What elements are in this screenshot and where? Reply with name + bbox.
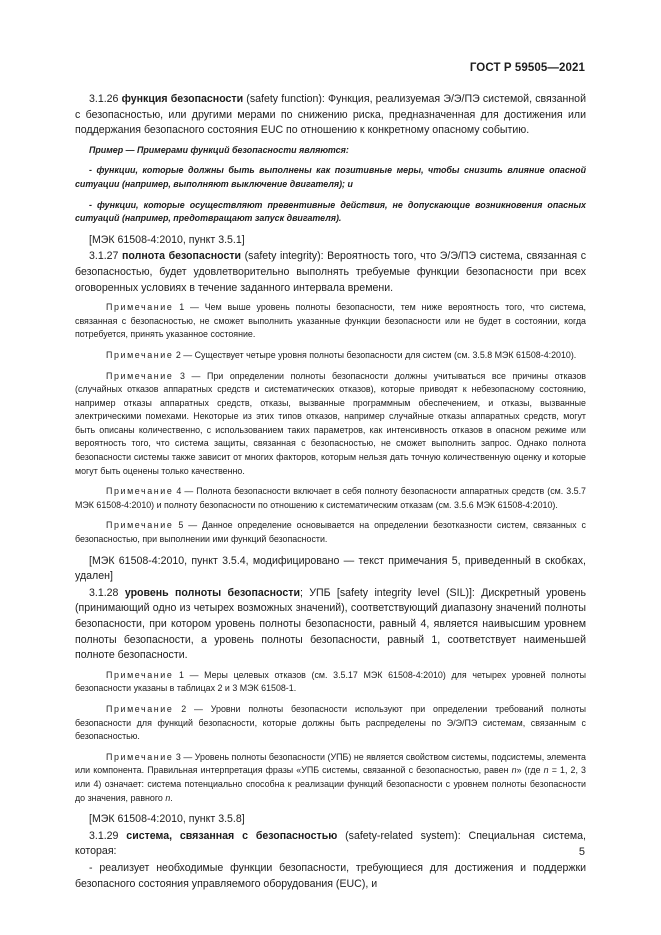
- clause-3-1-27: [75, 249, 586, 296]
- note-text: = 1, 2, 3 или 4) означает: система потенциально способна к реализации функций безопасности с уровнем полноты безопасности до значения, равного: [75, 765, 586, 803]
- note-text: 5 — Данное определение основывается на определении безотказности систем, связанных с безопасностью, при выполнении ими функций безопасности.: [75, 520, 586, 545]
- note-text: 1 — Меры целевых отказов (см. 3.5.17 МЭК 61508-4:2010) для четырех уровней полноты безопасности указаны в таблицах 2 и 3 МЭК 61508-1.: [75, 669, 586, 694]
- definition: (safety integrity): Вероятность того, что Э/Э/ПЭ система, связанная с безопасностью, будет удовлетворительно выполнять требуемые функции безопасности при всех оговоренных условиях в течение заданного интервала времени.: [75, 250, 586, 294]
- note-label: Примечание: [106, 751, 174, 762]
- note-label: Примечание: [106, 486, 174, 497]
- term: система, связанная с безопасностью: [126, 829, 338, 842]
- note-text: 3 — Уровень полноты безопасности (УПБ) не является свойством системы, подсистемы, элемента или компонента. Правильная интерпретация фразы «УПБ системы, связанной с безопасностью, равен: [75, 751, 586, 776]
- note-text: 4 — Полнота безопасности включает в себя полноту безопасности аппаратных средств (см. 3.5.7 МЭК 61508-4:2010) и полноту безопасности по отношению к систематическим отказам (см. 3.5.6 МЭК 61508-4:2010).: [75, 486, 586, 510]
- note: [75, 751, 586, 805]
- clause-3-1-26: [75, 92, 586, 139]
- note-text: .: [170, 792, 173, 803]
- note-label: Примечание: [106, 703, 174, 714]
- note: [75, 669, 586, 696]
- list-item: - реализует необходимые функции безопасности, требующиеся для достижения и поддержки безопасного состояния управляемого оборудования (EUC), и: [75, 861, 586, 890]
- clause-number: 3.1.27: [89, 250, 123, 263]
- clause-number: 3.1.29: [89, 829, 127, 842]
- note-text: 1 — Чем выше уровень полноты безопасности, тем ниже вероятность того, что система, связанная с безопасностью, не сможет выполнить указанные функции безопасности или не будет в состоянии, когда потребуется, принять указанное состояние.: [75, 302, 586, 340]
- example-item: - функции, которые осуществляют превентивные действия, не допускающие возникновения опасных ситуаций (например, предотвращают запуск двигателя).: [75, 199, 586, 224]
- variable-n: n: [543, 765, 549, 776]
- note-label: Примечание: [106, 349, 174, 360]
- clause-number: 3.1.28: [89, 586, 125, 599]
- note: [75, 703, 586, 744]
- clause-3-1-29: [75, 829, 586, 860]
- note-label: Примечание: [106, 520, 174, 531]
- page-number: 5: [578, 846, 585, 858]
- note: [75, 519, 586, 546]
- definition: ; УПБ [safety integrity level (SIL)]: Дискретный уровень (принимающий одно из четырех возможных значений), соответствующий диапазону значений полноты безопасности, при котором уровень полноты безопасности, равный 4, является наивысшим уровнем полноты безопасности, а уровень полноты безопасности, равный 1, соответствует наименьшей полноте безопасности.: [75, 586, 586, 662]
- clause-number: 3.1.26: [89, 93, 122, 105]
- definition: (safety function): Функция, реализуемая Э/Э/ПЭ системой, связанной с безопасностью, или другими мерами по снижению риска, предназначенная для достижения или поддержания безопасного состояния EUC по отношению к конкретному опасному событию.: [75, 93, 586, 137]
- term: функция безопасности: [121, 93, 244, 105]
- reference: [МЭК 61508-4:2010, пункт 3.5.8]: [89, 813, 245, 826]
- note: [75, 349, 586, 363]
- note-label: Примечание: [106, 669, 174, 680]
- definition: (safety-related system): Специальная система, которая:: [75, 829, 586, 858]
- reference: [МЭК 61508-4:2010, пункт 3.5.1]: [89, 233, 245, 246]
- note-text: 2 — Уровни полноты безопасности используют при определении требований полноты безопасности для функций безопасности, которые должны быть распределены по Э/Э/ПЭ системам, связанным с безопасностью.: [75, 703, 586, 742]
- note-text: 3 — При определении полноты безопасности должны учитываться все причины отказов (случайных отказов аппаратных средств и систематических отказов), которые приводят к небезопасному состоянию, например отказы аппаратных средств, отказы, вызванные программным обеспечением, и отказы, вызванные электрическими помехами. Некоторые из этих типов отказов, например случайные отказы аппаратных средств, могут быть описаны количественно, с использованием таких параметров, как интенсивность отказов в опасном режиме или вероятность того, что система защиты, связанная с безопасностью, не сможет выполнить запрос. Однако полнота безопасности системы также зависит от многих факторов, которым нельзя дать точную количественную оценку и которые могут быть оценены только качественно.: [75, 370, 586, 476]
- note-text: » (где: [516, 765, 544, 776]
- term: полнота безопасности: [122, 250, 242, 263]
- note-label: Примечание: [106, 302, 174, 313]
- reference: [МЭК 61508-4:2010, пункт 3.5.4, модифицировано — текст примечания 5, приведенный в скобках, удален]: [75, 554, 586, 583]
- document-body: [75, 92, 586, 897]
- example-intro: Пример — Примерами функций безопасности являются:: [89, 144, 349, 155]
- term: уровень полноты безопасности: [124, 586, 300, 599]
- clause-3-1-28: [75, 586, 586, 664]
- note: [75, 485, 586, 512]
- example-item: - функции, которые должны быть выполнены как позитивные меры, чтобы снизить влияние опасной ситуации (например, выполняют выключение двигателя); и: [75, 165, 586, 189]
- note: [75, 370, 586, 479]
- note-text: 2 — Существует четыре уровня полноты безопасности для систем (см. 3.5.8 МЭК 61508-4:2010).: [173, 349, 577, 360]
- note-label: Примечание: [106, 370, 174, 381]
- standard-code: ГОСТ Р 59505—2021: [469, 62, 585, 74]
- variable-n: n: [165, 792, 171, 803]
- note: [75, 301, 586, 342]
- variable-n: n: [511, 765, 517, 776]
